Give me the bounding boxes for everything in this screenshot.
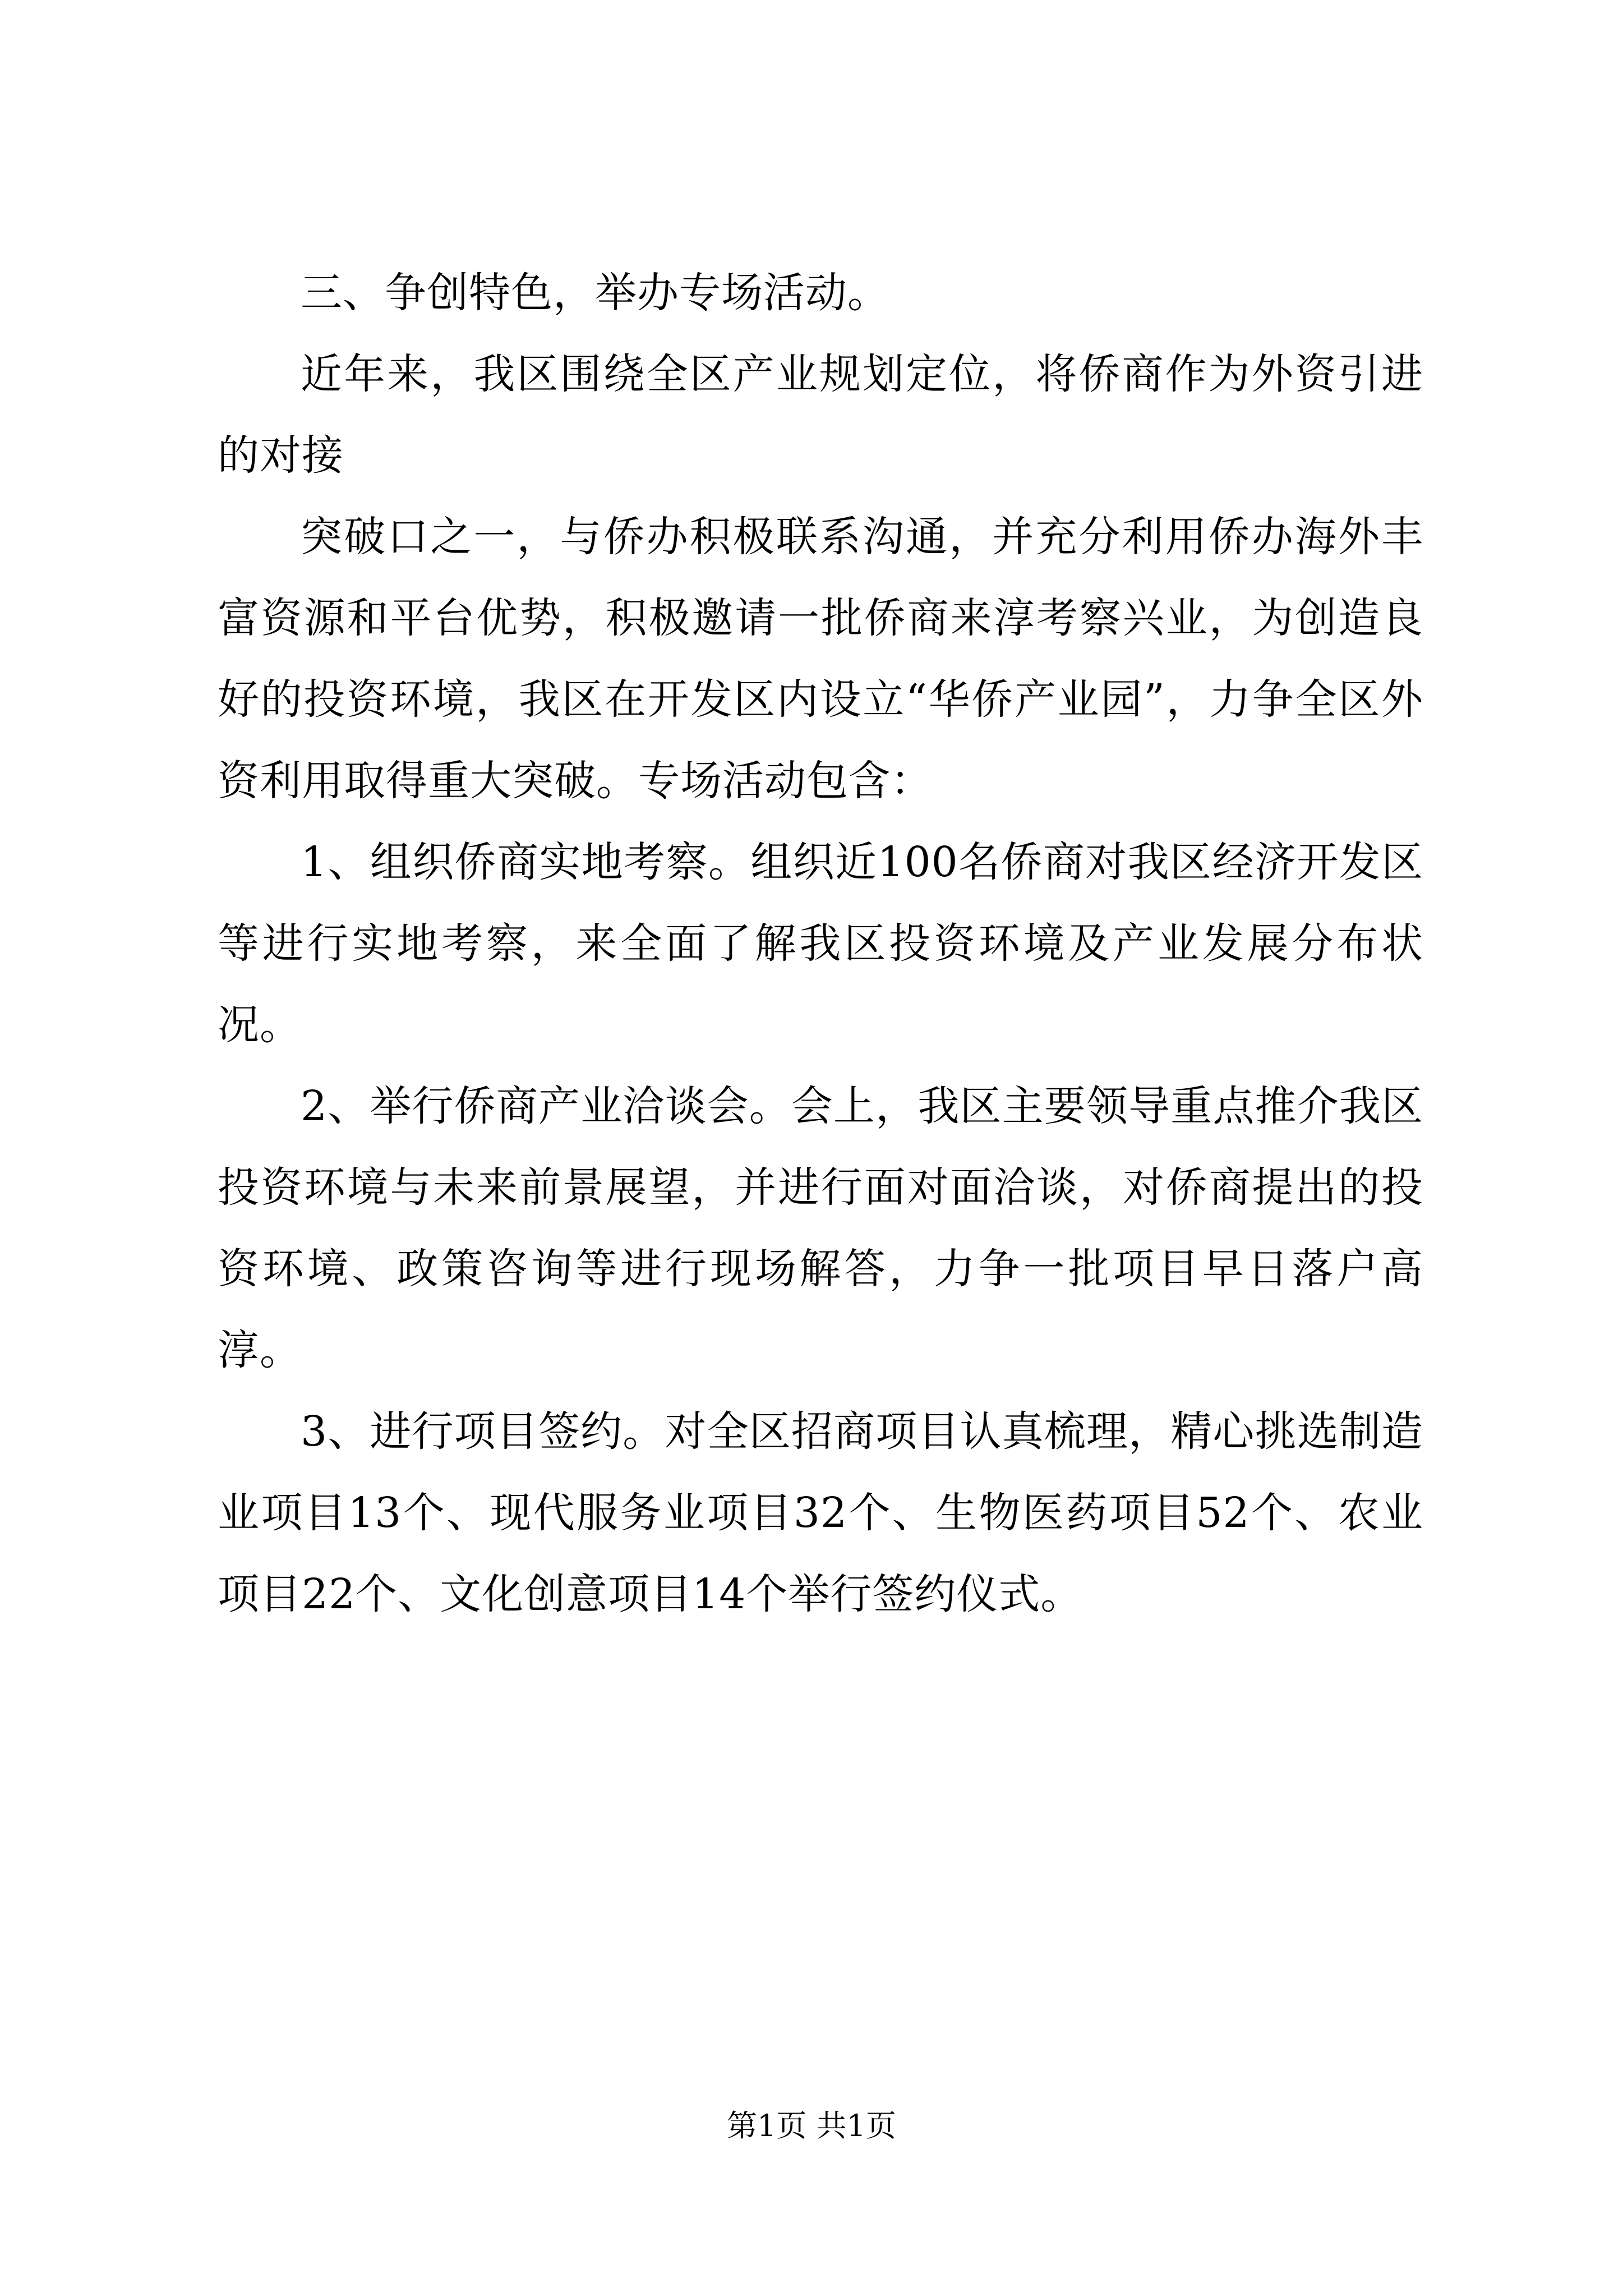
page-footer: 第1页 共1页 — [727, 2108, 896, 2143]
list-item-negotiation: 2、举行侨商产业洽谈会。会上，我区主要领导重点推介我区投资环境与未来前景展望，并进行面对面洽谈，对侨商提出的投资环境、政策咨询等进行现场解答，力争一批项目早日落户高淳。 — [218, 1082, 1423, 1374]
list-item-signing: 3、进行项目签约。对全区招商项目认真梳理，精心挑选制造业项目13个、现代服务业项目32个、生物医药项目52个、农业项目22个、文化创意项目14个举行签约仪式。 — [218, 1407, 1423, 1618]
paragraph-intro: 近年来，我区围绕全区产业规划定位，将侨商作为外资引进的对接 — [218, 350, 1423, 480]
list-item-inspection: 1、组织侨商实地考察。组织近100名侨商对我区经济开发区等进行实地考察，来全面了解我区投资环境及产业发展分布状况。 — [218, 838, 1423, 1049]
section-heading: 三、争创特色，举办专场活动。 — [301, 269, 889, 317]
paragraph-breakthrough: 突破口之一，与侨办积极联系沟通，并充分利用侨办海外丰富资源和平台优势，积极邀请一批侨商来淳考察兴业，为创造良好的投资环境，我区在开发区内设立“华侨产业园”，力争全区外资利用取得重大突破。专场活动包含： — [218, 513, 1423, 805]
document-body — [218, 252, 1423, 1635]
